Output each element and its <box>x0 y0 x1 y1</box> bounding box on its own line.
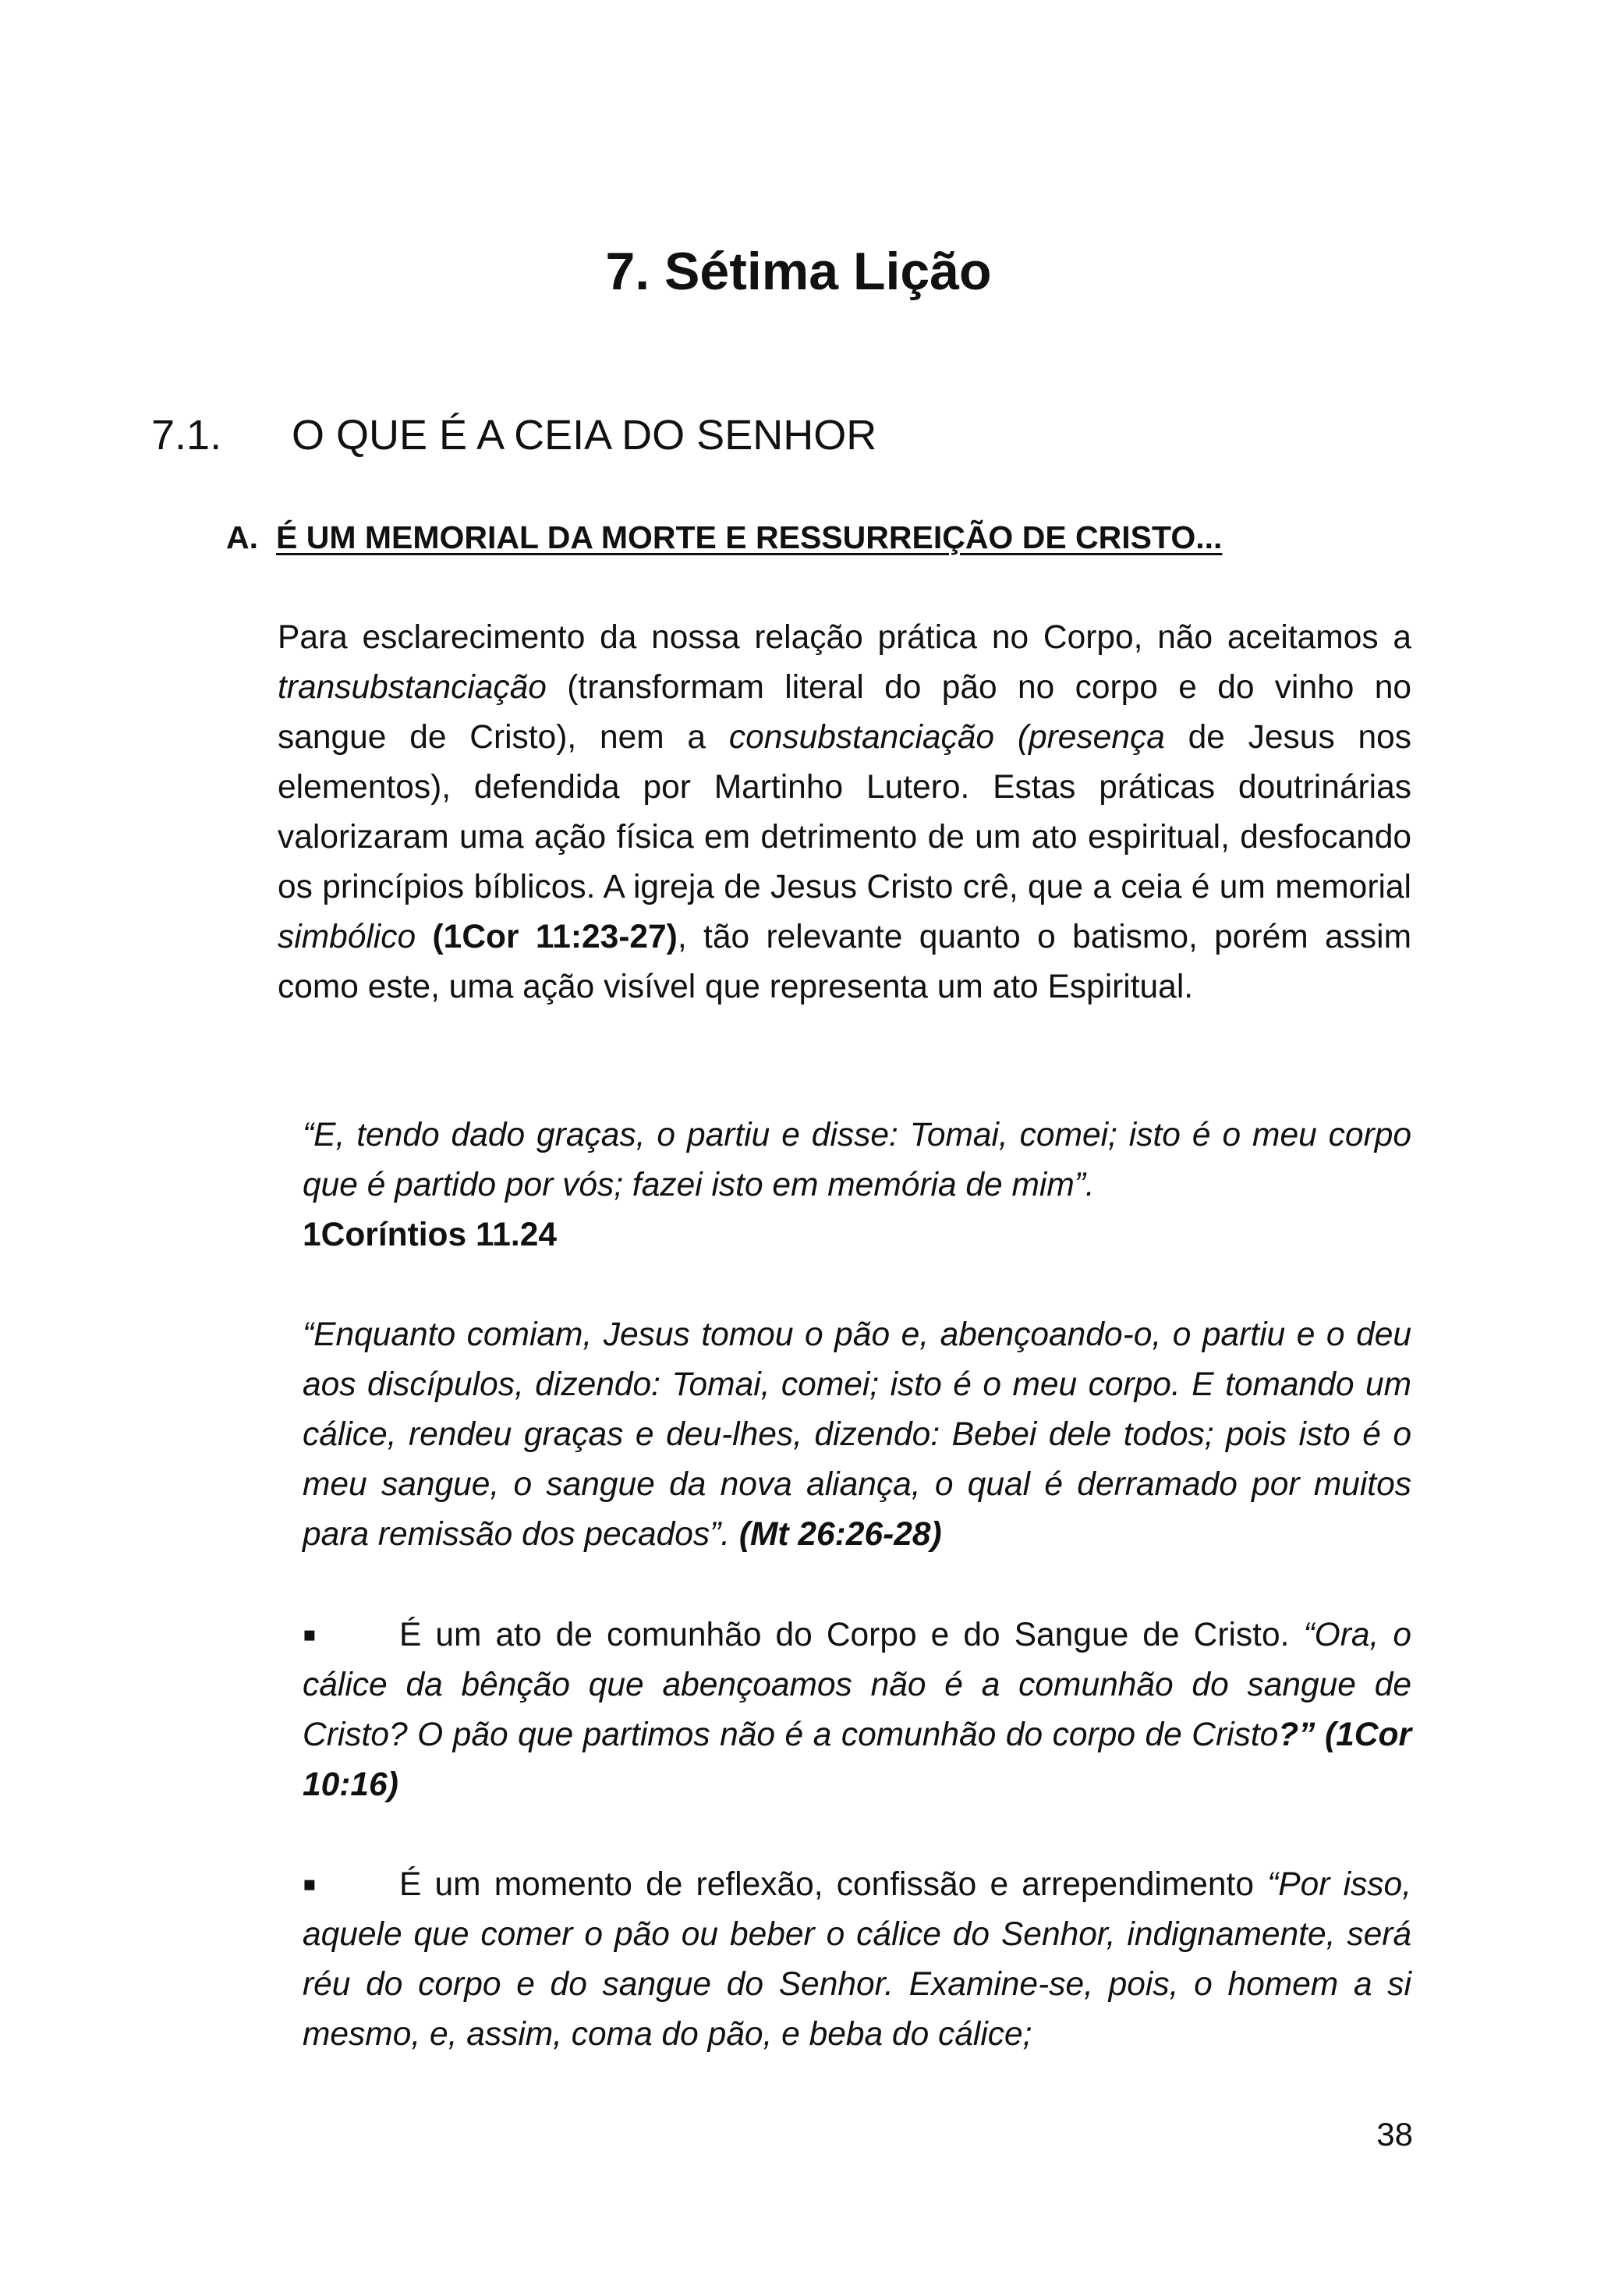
quote-reference: 1Coríntios 11.24 <box>303 1217 557 1253</box>
section-number: 7.1. <box>151 412 222 459</box>
paragraph-text: de Jesus nos elementos), defendida por Martinho Lutero. Estas práticas doutrinárias valorizaram uma ação física em detrimento de um ato espiritual, desfocando os princípios bíblicos. A igreja de Jesus Cristo crê, que a ceia é um memorial <box>278 719 1411 905</box>
term-consubstantiation: consubstanciação (presença <box>728 719 1165 756</box>
body-paragraph <box>278 613 1411 1012</box>
chapter-title: 7. Sétima Lição <box>605 242 992 301</box>
quote-text: “Enquanto comiam, Jesus tomou o pão e, abençoando-o, o partiu e o deu aos discípulos, dizendo: Tomai, comei; isto é o meu corpo. E tomando um cálice, rendeu graças e deu-lhes, dizendo: Bebei dele todos; pois isto é o meu sangue, o sangue da nova aliança, o qual é derramado por muitos para remissão dos pecados”. <box>303 1316 1411 1553</box>
paragraph-text: (transformam literal do pão no corpo e do vinho no sangue de Cristo), nem a <box>278 669 1411 756</box>
section-heading <box>151 410 876 460</box>
bullet-icon <box>303 1610 399 1660</box>
term-symbolic: simbólico <box>278 919 416 955</box>
bullet-text: É um ato de comunhão do Corpo e do Sangue de Cristo. <box>399 1617 1304 1653</box>
page-number: 38 <box>1376 2116 1413 2152</box>
scripture-reference: (1Cor 11:23-27) <box>432 919 678 955</box>
bullet-item <box>303 1610 1411 1810</box>
bullet-icon <box>303 1859 399 1910</box>
term-transubstantiation: transubstanciação <box>278 669 547 706</box>
section-title: O QUE É A CEIA DO SENHOR <box>292 412 877 459</box>
bullet-text: É um momento de reflexão, confissão e arrependimento <box>399 1866 1268 1903</box>
scripture-quote <box>303 1111 1411 1260</box>
paragraph-text: Para esclarecimento da nossa relação prática no Corpo, não aceitamos a <box>278 619 1411 656</box>
subsection-title: É UM MEMORIAL DA MORTE E RESSURREIÇÃO DE CRISTO... <box>276 519 1223 555</box>
bullet-item <box>303 1859 1411 2060</box>
paragraph-text <box>416 919 432 955</box>
bullet-quote: “Ora, o cálice da bênção que abençoamos não é a comunhão do sangue de Cristo? O pão que partimos não é a comunhão do corpo de Cristo <box>303 1617 1411 1753</box>
bullet-quote: “Por isso, aquele que comer o pão ou beber o cálice do Senhor, indignamente, será réu do corpo e do sangue do Senhor. Examine-se, pois, o homem a si mesmo, e, assim, coma do pão, e beba do cálice; <box>303 1866 1411 2053</box>
quote-reference: (Mt 26:26-28) <box>738 1516 942 1553</box>
scripture-quote <box>303 1310 1411 1560</box>
quote-text: “E, tendo dado graças, o partiu e disse: Tomai, comei; isto é o meu corpo que é partido por vós; fazei isto em memória de mim”. <box>303 1117 1411 1203</box>
quote-reference: ?” (1Cor 10:16) <box>303 1717 1411 1803</box>
paragraph-text: , tão relevante quanto o batismo, porém assim como este, uma ação visível que representa um ato Espiritual. <box>278 919 1411 1005</box>
subsection-letter: A. <box>226 519 258 555</box>
subsection-heading <box>226 518 1222 557</box>
